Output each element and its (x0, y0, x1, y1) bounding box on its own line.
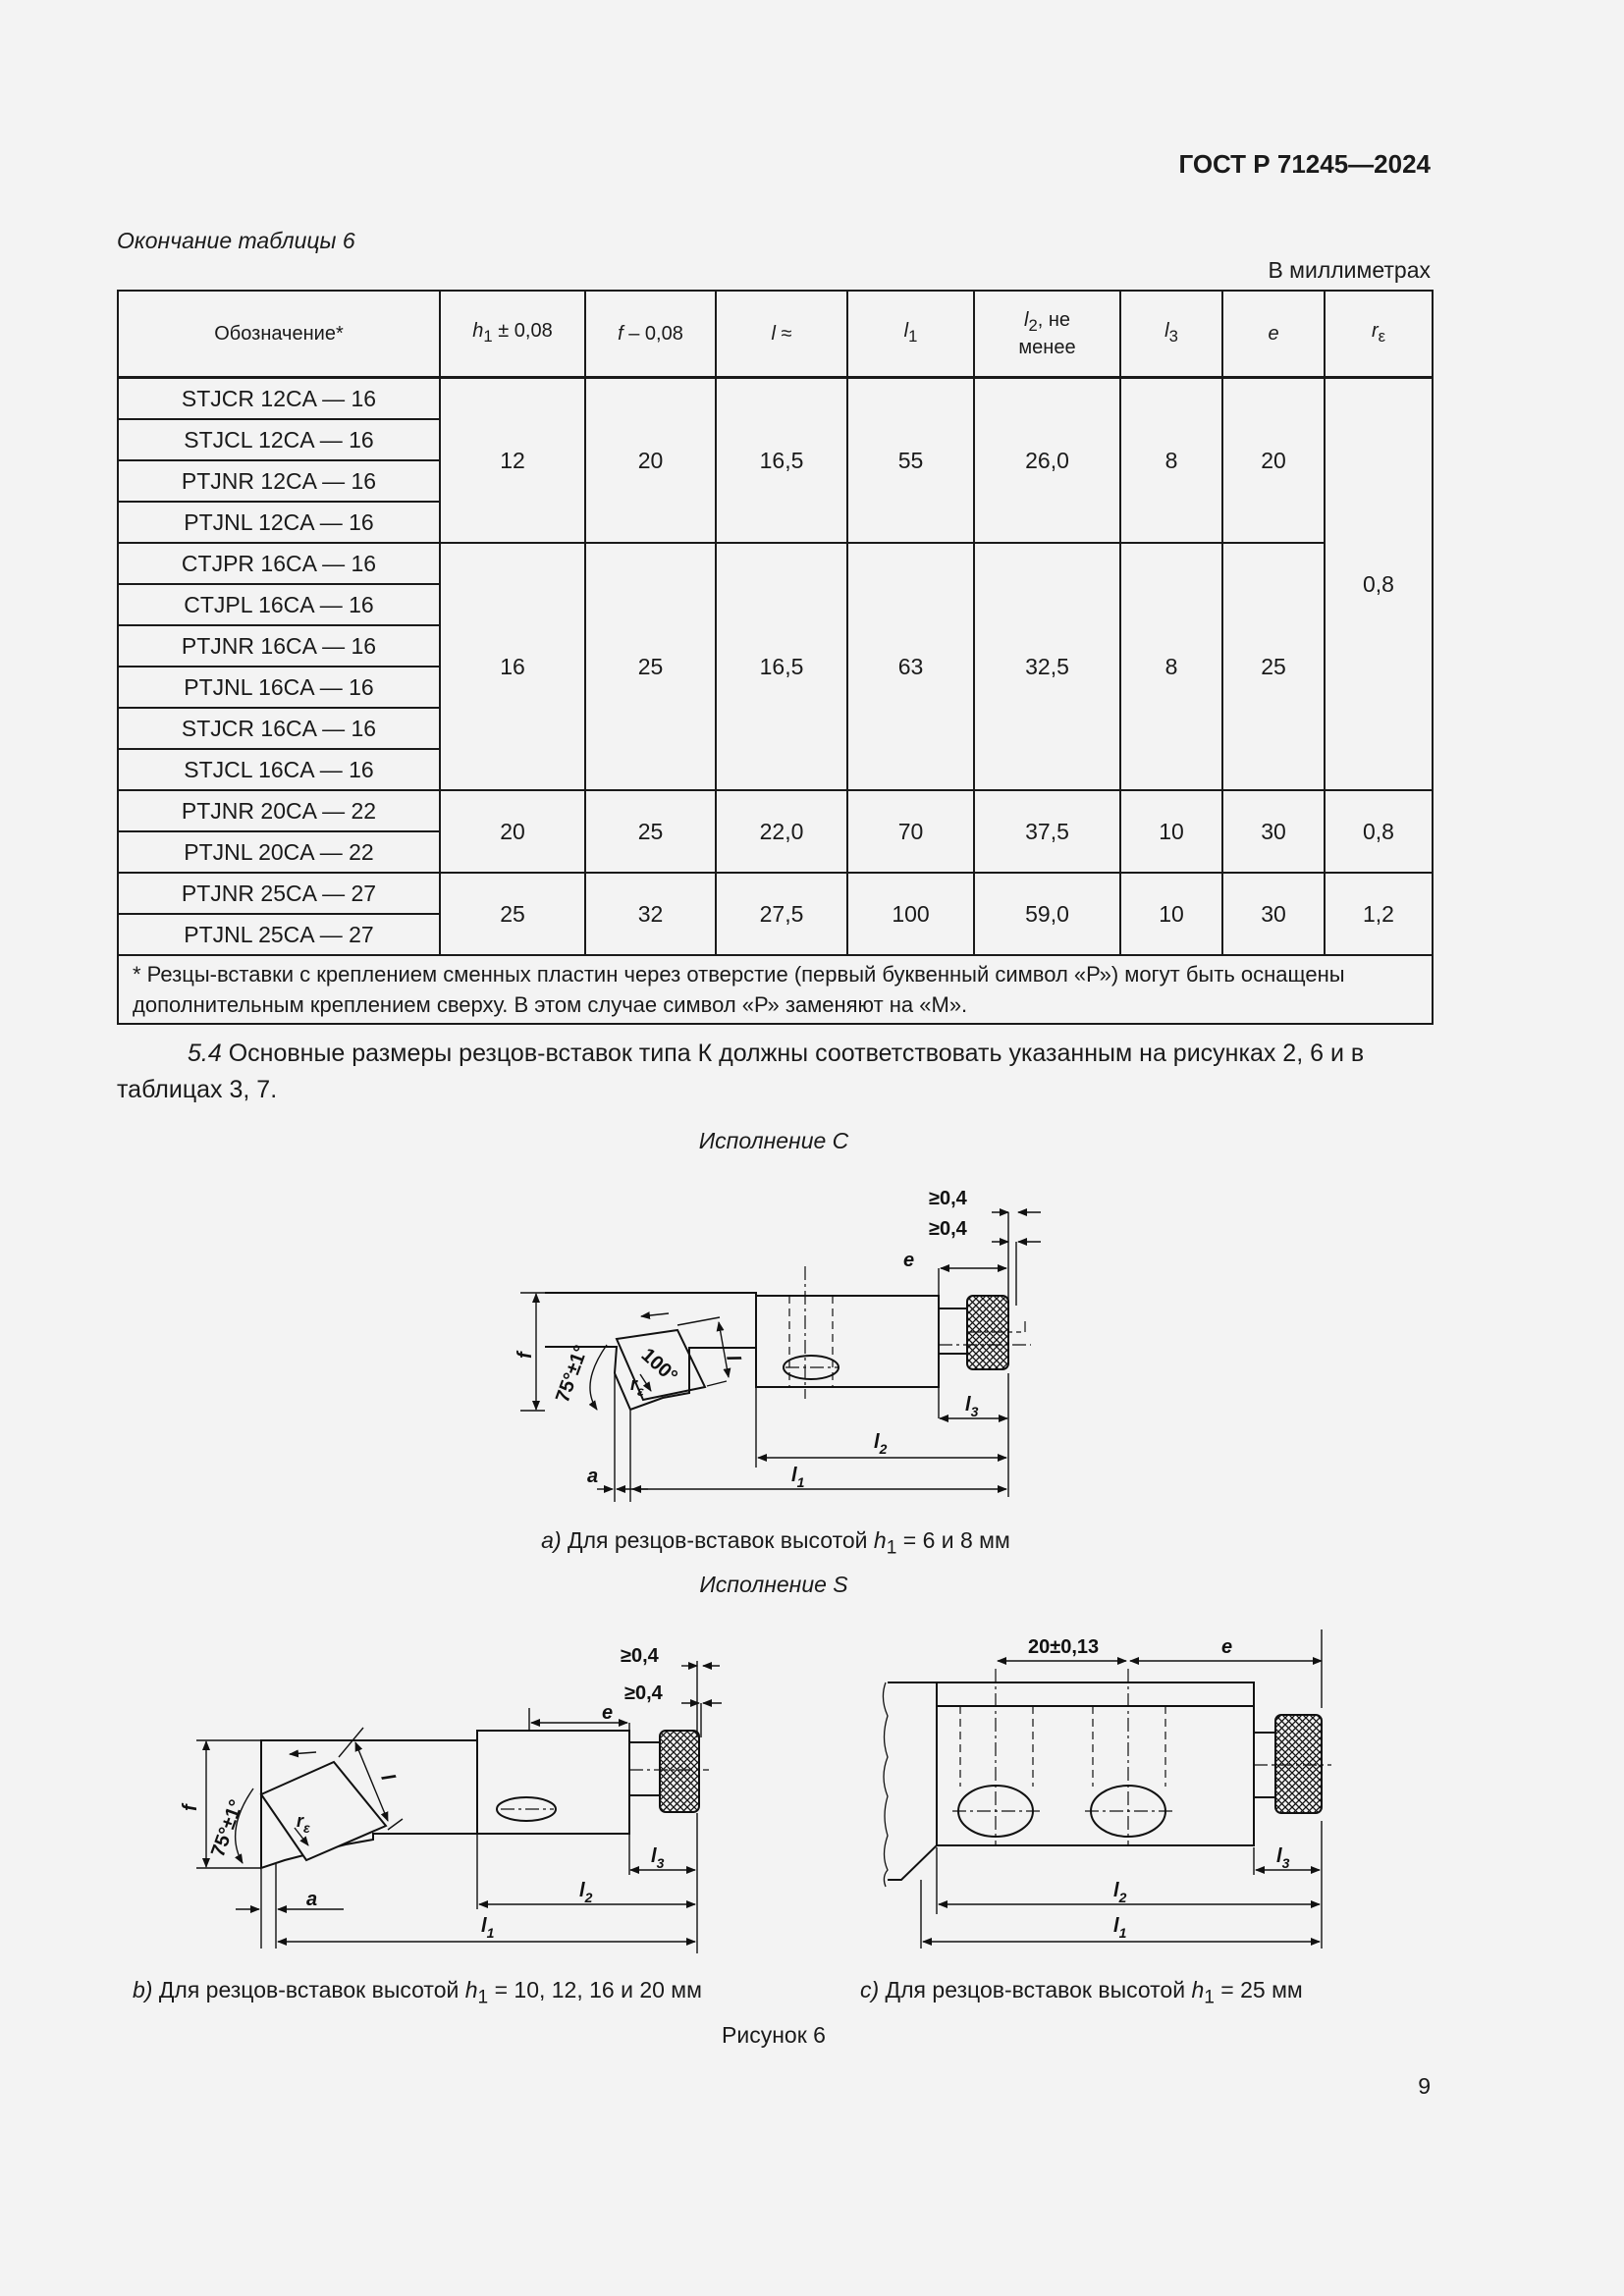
value-cell: 16 (440, 543, 585, 790)
dim-l3-b: $l_3$ (651, 1845, 665, 1871)
dim-min-gap-1b: ≥0,4 (621, 1645, 659, 1667)
designation-cell: PTJNR 20CA — 22 (118, 790, 440, 831)
angle-100-a: 100° (636, 1344, 682, 1388)
table-footnote: * Резцы-вставки с креплением сменных пластин через отверстие (первый буквенный символ «Р») могут быть оснащены дополнительным креплением сверху. В этом случае символ «Р» заменяют на «М». (118, 955, 1433, 1024)
col-e: e (1222, 291, 1325, 378)
designation-cell: PTJNL 25CA — 27 (118, 914, 440, 955)
dim-e-c: e (1221, 1636, 1233, 1658)
execution-c-heading: Исполнение С (698, 1128, 849, 1153)
value-cell: 25 (1222, 543, 1325, 790)
table-units: В миллиметрах (1268, 257, 1431, 283)
caption-b: b) Для резцов-вставок высотой $h_1 = 10$, 12, 16 и 20 мм (133, 1977, 702, 2008)
dim-l-a: l (722, 1353, 744, 1363)
dim-l3-a: $l_3$ (965, 1394, 979, 1419)
caption-c: c) Для резцов-вставок высотой $h_1 = 25$ мм (860, 1977, 1303, 2008)
value-cell: 16,5 (716, 543, 847, 790)
value-cell: 25 (585, 543, 716, 790)
designation-cell: PTJNR 12CA — 16 (118, 460, 440, 502)
dim-l2-b: $l_2$ (579, 1880, 593, 1905)
insert-body-c (883, 1669, 1331, 1887)
designation-cell: STJCR 16CA — 16 (118, 708, 440, 749)
designation-cell: PTJNL 12CA — 16 (118, 502, 440, 543)
designation-cell: STJCR 12CA — 16 (118, 378, 440, 420)
dim-f-b: f (180, 1804, 201, 1811)
col-l1: $l_1$ (847, 291, 974, 378)
document-id: ГОСТ Р 71245—2024 (1178, 149, 1431, 179)
value-cell: 30 (1222, 873, 1325, 955)
value-cell: 8 (1120, 543, 1222, 790)
col-l2: $l_2$, не менее (974, 291, 1120, 378)
designation-cell: CTJPR 16CA — 16 (118, 543, 440, 584)
value-cell: 37,5 (974, 790, 1120, 873)
value-cell: 20 (585, 378, 716, 544)
r-eps-b: $r_\varepsilon$ (297, 1811, 310, 1836)
value-cell: 25 (585, 790, 716, 873)
dim-e-a: e (903, 1250, 915, 1271)
value-cell: 70 (847, 790, 974, 873)
execution-s-heading: Исполнение S (699, 1572, 848, 1597)
dim-l3-c: $l_3$ (1276, 1845, 1290, 1871)
value-cell: 10 (1120, 873, 1222, 955)
dim-l1-a: $l_1$ (791, 1465, 805, 1490)
value-cell: 59,0 (974, 873, 1120, 955)
dim-min-gap-2a: ≥0,4 (929, 1218, 967, 1240)
value-cell: 32 (585, 873, 716, 955)
value-cell: 63 (847, 543, 974, 790)
value-cell: 1,2 (1325, 873, 1433, 955)
clause-number: 5.4 (188, 1040, 222, 1067)
value-cell: 27,5 (716, 873, 847, 955)
labels-a (514, 1188, 979, 1490)
col-f: f – 0,08 (585, 291, 716, 378)
col-l3: $l_3$ (1120, 291, 1222, 378)
value-cell: 20 (440, 790, 585, 873)
dim-min-gap-1a: ≥0,4 (929, 1188, 967, 1209)
value-cell: 26,0 (974, 378, 1120, 544)
insert-body-b (261, 1731, 709, 1868)
col-r: $r_\varepsilon$ (1325, 291, 1433, 378)
angle-75-a: 75°±1° (552, 1342, 593, 1406)
sub-figure-a (514, 1188, 1041, 1502)
col-l: l ≈ (716, 291, 847, 378)
value-cell: 10 (1120, 790, 1222, 873)
value-cell: 30 (1222, 790, 1325, 873)
value-cell: 32,5 (974, 543, 1120, 790)
r-eps-a: $r_\varepsilon$ (630, 1374, 644, 1399)
value-cell: 16,5 (716, 378, 847, 544)
value-cell: 0,8 (1325, 790, 1433, 873)
col-designation: Обозначение* (118, 291, 440, 378)
dim-min-gap-2b: ≥0,4 (624, 1682, 663, 1704)
figure-title: Рисунок 6 (722, 2022, 826, 2048)
caption-a: a) Для резцов-вставок высотой $h_1 = 6$ и 8 мм (541, 1527, 1010, 1559)
designation-cell: PTJNR 25CA — 27 (118, 873, 440, 914)
designation-cell: PTJNL 16CA — 16 (118, 667, 440, 708)
dim-f-a: f (514, 1352, 536, 1359)
dim-l1-c: $l_1$ (1113, 1915, 1127, 1941)
angle-75-b: 75°±1° (207, 1796, 248, 1860)
dim-l2-a: $l_2$ (874, 1431, 888, 1457)
value-cell: 20 (1222, 378, 1325, 544)
value-cell: 0,8 (1325, 378, 1433, 791)
designation-cell: CTJPL 16CA — 16 (118, 584, 440, 625)
dim-l-b: l (376, 1771, 399, 1784)
page-number: 9 (1418, 2073, 1431, 2099)
value-cell: 22,0 (716, 790, 847, 873)
dim-l2-c: $l_2$ (1113, 1880, 1127, 1905)
dim-a-a: a (587, 1466, 599, 1487)
sub-figure-b (180, 1645, 722, 1953)
clause-text: Основные размеры резцов-вставок типа К должны соответствовать указанным на рисунках 2, 6 и в таблицах 3, 7. (117, 1040, 1365, 1103)
dim-l1-b: $l_1$ (481, 1915, 495, 1941)
dim-a-b: a (306, 1889, 318, 1910)
value-cell: 8 (1120, 378, 1222, 544)
value-cell: 100 (847, 873, 974, 955)
dimension-lines-a (520, 1212, 1041, 1502)
col-h1: $h_1 \pm 0,08$ (440, 291, 585, 378)
value-cell: 25 (440, 873, 585, 955)
sub-figure-c (883, 1629, 1331, 1949)
designation-cell: STJCL 16CA — 16 (118, 749, 440, 790)
value-cell: 12 (440, 378, 585, 544)
designation-cell: PTJNL 20CA — 22 (118, 831, 440, 873)
dim-spacing-c: 20±0,13 (1028, 1636, 1100, 1658)
table-caption: Окончание таблицы 6 (117, 228, 355, 253)
designation-cell: PTJNR 16CA — 16 (118, 625, 440, 667)
insert-body-a (545, 1266, 1031, 1410)
designation-cell: STJCL 12CA — 16 (118, 419, 440, 460)
dim-e-b: e (602, 1702, 614, 1724)
value-cell: 55 (847, 378, 974, 544)
